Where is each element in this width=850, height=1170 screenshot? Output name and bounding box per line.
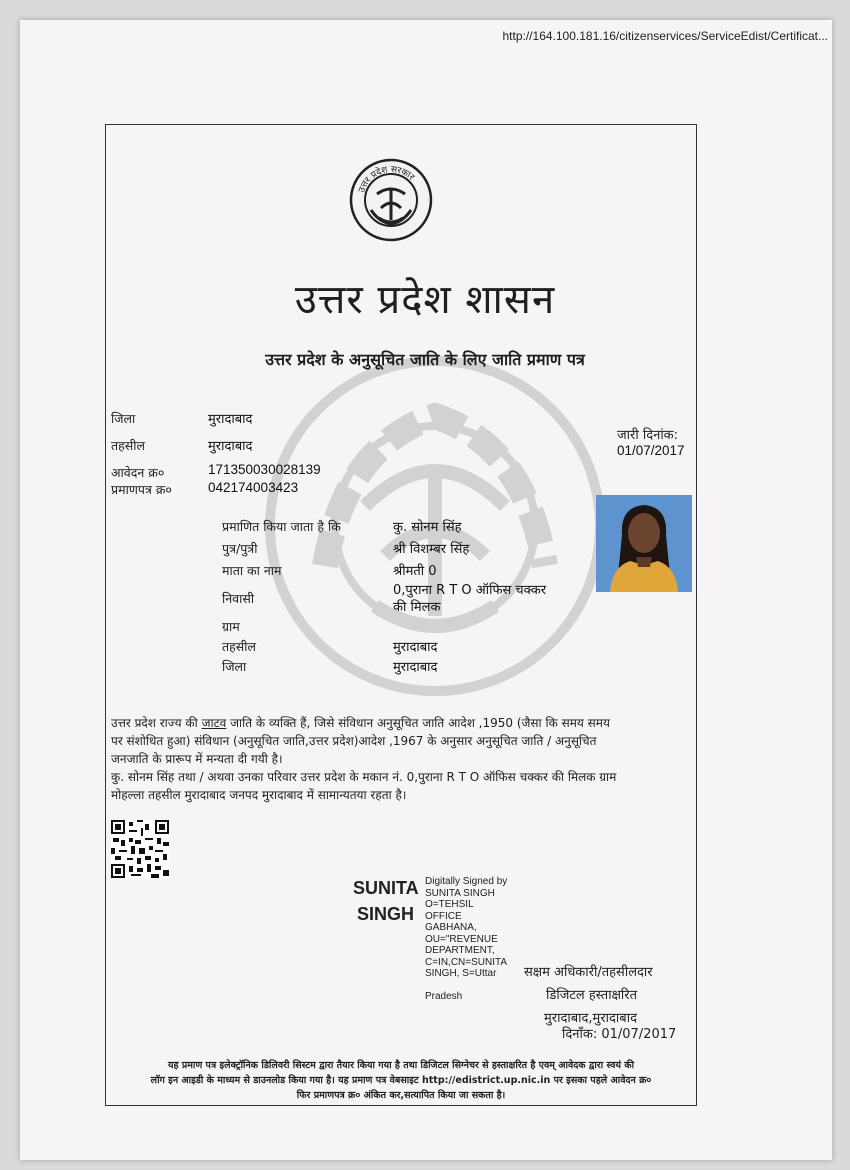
resident-label: निवासी — [222, 591, 255, 606]
footer-line2: लॉग इन आइडी के माध्यम से डाउनलोड किया गया है। यह प्रमाण पत्र वेबसाइट http://edistrict.up.nic.in पर इसका पहले आवेदन क्र० — [150, 1075, 652, 1086]
caste-paragraph — [111, 714, 701, 768]
sig-line: SUNITA SINGH — [425, 887, 495, 899]
resident-line2: की मिलक — [393, 600, 441, 615]
sig-line: OU="REVENUE — [425, 933, 498, 945]
detail-district-label: जिला — [222, 659, 247, 674]
para1-line3: जनजाति के प्रारूप में मन्यता दी गयी है। — [111, 752, 283, 766]
district-label: जिला — [111, 411, 136, 426]
sig-line: O=TEHSIL — [425, 899, 474, 910]
sig-line: OFFICE — [425, 910, 462, 922]
tehsil-label: तहसील — [111, 438, 145, 453]
application-label: आवेदन क्र० — [111, 465, 165, 480]
para1-prefix: उत्तर प्रदेश राज्य की — [111, 716, 202, 730]
para2-line1: कु. सोनम सिंह तथा / अथवा उनका परिवार उत्तर प्रदेश के मकान नं. 0,पुराना R T O ऑफिस चक्कर की मिलक ग्राम — [111, 770, 617, 784]
para2-line2: मोहल्ला तहसील मुरादाबाद जनपद मुरादाबाद में सामान्यतया रहता है। — [111, 788, 407, 802]
child-of-label: पुत्र/पुत्री — [222, 541, 258, 556]
authority-digitally-signed: डिजिटल हस्ताक्षरित — [546, 988, 637, 1003]
village-label: ग्राम — [222, 619, 240, 634]
application-number: 171350030028139 — [208, 462, 321, 477]
certified-label: प्रमाणित किया जाता है कि — [222, 519, 341, 534]
sig-line: GABHANA, — [425, 922, 477, 933]
certificate-subtitle: उत्तर प्रदेश के अनुसूचित जाति के लिए जाति प्रमाण पत्र — [265, 350, 585, 369]
residence-paragraph — [111, 768, 701, 804]
tehsil-value: मुरादाबाद — [208, 439, 253, 454]
district-value: मुरादाबाद — [208, 412, 253, 427]
detail-tehsil-value: मुरादाबाद — [393, 640, 438, 655]
footer-line1: यह प्रमाण पत्र इलेक्ट्रॉनिक डिलिवरी सिस्टम द्वारा तैयार किया गया है तथा डिजिटल सिग्नेचर से हस्ताक्षरित है एवम् आवेदक द्वारा स्वयं की — [167, 1060, 635, 1071]
authority-place: मुरादाबाद,मुरादाबाद — [544, 1011, 637, 1026]
issue-date-label: जारी दिनांक: — [617, 428, 679, 443]
para1-line2: पर संशोधित हुआ) संविधान (अनुसूचित जाति,उत्तर प्रदेश)आदेश ,1967 के अनुसार अनुसूचित जाति / अनुसूचित — [111, 734, 597, 748]
certificate-number: 042174003423 — [208, 480, 299, 495]
footer-line3: फिर प्रमाणपत्र क्र० अंकित कर,सत्यापित किया जा सकता है। — [296, 1090, 506, 1101]
sig-line: C=IN,CN=SUNITA — [425, 956, 508, 968]
qr-code — [111, 820, 169, 878]
sig-line: Pradesh — [425, 991, 463, 1002]
signer-first-name: SUNITA — [353, 878, 419, 898]
authority-designation: सक्षम अधिकारी/तहसीलदार — [524, 965, 653, 980]
father-name: श्री विशम्बर सिंह — [393, 542, 470, 557]
applicant-photo — [596, 495, 692, 592]
detail-tehsil-label: तहसील — [222, 639, 256, 654]
up-govt-emblem — [349, 158, 433, 242]
digital-signature-details — [425, 876, 535, 1003]
certificate-footer-note — [110, 1058, 692, 1103]
certificate-label: प्रमाणपत्र क्र० — [111, 482, 172, 497]
svg-text:उत्तर प्रदेश सरकार: उत्तर प्रदेश सरकार — [357, 164, 416, 195]
para1-line1-rest: जाति के व्यक्ति हैं, जिसे संविधान अनुसूचित जाति आदेश ,1950 (जैसा कि समय समय — [226, 716, 610, 730]
sig-line: DEPARTMENT, — [425, 945, 495, 956]
mother-name: श्रीमती 0 — [393, 564, 437, 579]
issue-date: 01/07/2017 — [617, 443, 685, 458]
mother-label: माता का नाम — [222, 563, 282, 578]
applicant-name: कु. सोनम सिंह — [393, 520, 462, 535]
resident-line1: 0,पुराना R T O ऑफिस चक्कर — [393, 583, 547, 598]
signer-last-name: SINGH — [357, 904, 415, 924]
sig-line: SINGH, S=Uttar — [425, 968, 497, 979]
sig-line: Digitally Signed by — [425, 876, 508, 887]
sig-spacer — [425, 980, 535, 992]
caste-name: जाटव — [201, 716, 227, 730]
page-url: http://164.100.181.16/citizenservices/ServiceEdist/Certificat... — [502, 29, 828, 43]
authority-date: दिनाँक: 01/07/2017 — [562, 1027, 677, 1042]
government-title: उत्तर प्रदेश शासन — [294, 277, 556, 323]
detail-district-value: मुरादाबाद — [393, 660, 438, 675]
